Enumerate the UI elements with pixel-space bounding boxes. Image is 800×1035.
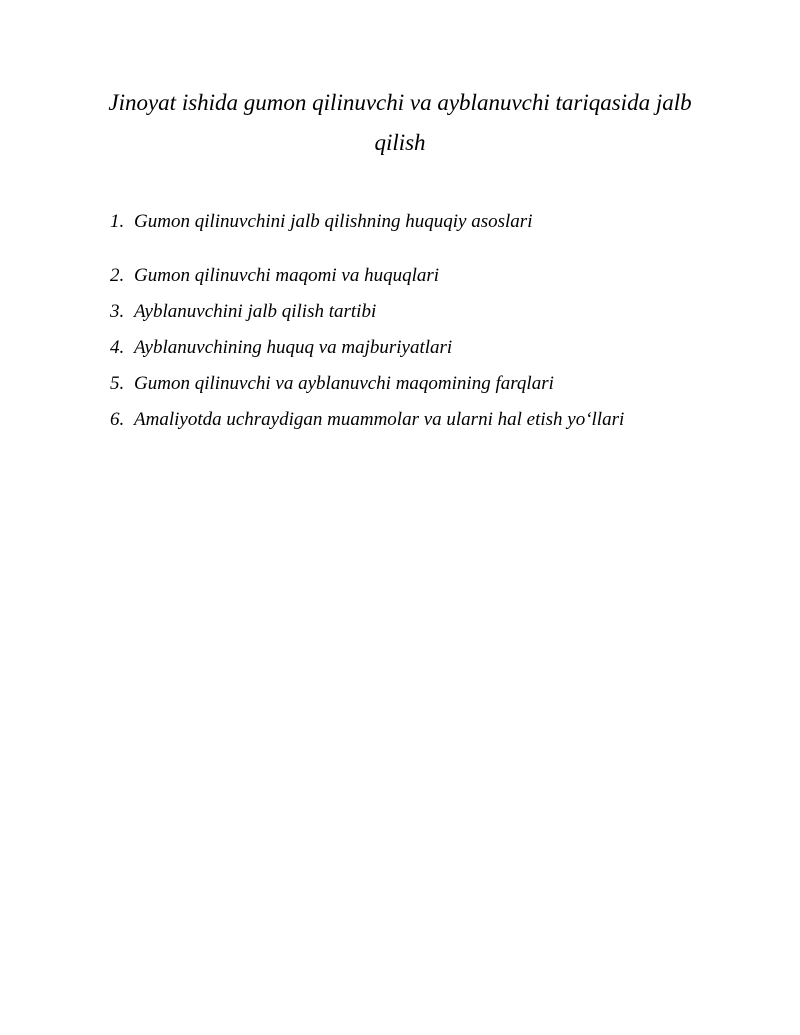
list-item-text: Ayblanuvchini jalb qilish tartibi xyxy=(134,301,377,322)
list-item xyxy=(110,210,532,234)
list-item xyxy=(110,408,624,432)
list-item-number: 4. xyxy=(110,337,125,358)
list-item-text: Gumon qilinuvchi va ayblanuvchi maqomining farqlari xyxy=(134,373,554,394)
list-item-text: Ayblanuvchining huquq va majburiyatlari xyxy=(134,337,453,358)
list-item-text: Gumon qilinuvchi maqomi va huquqlari xyxy=(134,265,440,286)
list-item-text: Amaliyotda uchraydigan muammolar va ularni hal etish yo‘llari xyxy=(134,409,625,430)
list-item-number: 5. xyxy=(110,373,125,394)
list-item-number: 2. xyxy=(110,265,125,286)
list-item-number: 3. xyxy=(110,301,125,322)
list-item-number: 6. xyxy=(110,409,125,430)
list-item xyxy=(110,264,439,288)
list-item xyxy=(110,372,554,396)
list-item xyxy=(110,336,452,360)
list-item-number: 1. xyxy=(110,211,125,232)
document-title: Jinoyat ishida gumon qilinuvchi va ayblanuvchi tariqasida jalb qilish xyxy=(108,90,692,155)
list-item xyxy=(110,300,376,324)
list-item-text: Gumon qilinuvchini jalb qilishning huquqiy asoslari xyxy=(134,211,533,232)
